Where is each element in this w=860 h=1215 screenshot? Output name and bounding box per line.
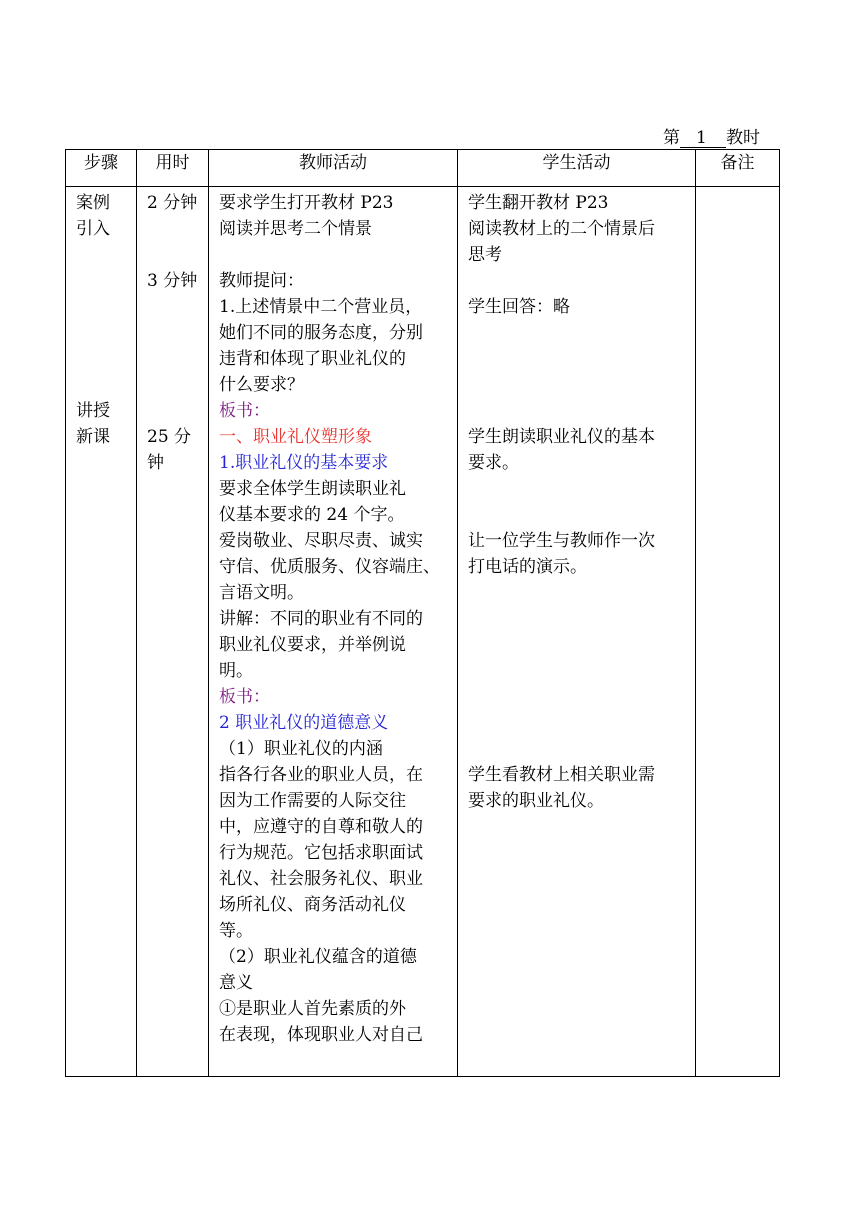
step-teach-label: 讲授 [76, 401, 110, 421]
teacher-line: 她们不同的服务态度，分别 [219, 323, 423, 343]
step-teach-label-2: 新课 [76, 427, 110, 447]
time-cell [137, 187, 209, 1077]
student-line: 学生回答：略 [468, 297, 570, 317]
teacher-line: 仪基本要求的 24 个字。 [219, 505, 405, 525]
column-header-teacher: 教师活动 [209, 150, 458, 187]
notes-cell [696, 187, 780, 1077]
lesson-suffix: 教时 [726, 128, 760, 148]
teacher-line: 言语文明。 [219, 583, 304, 603]
teacher-line: ①是职业人首先素质的外 [219, 999, 406, 1019]
student-line: 思考 [468, 245, 502, 265]
step-intro-label: 案例 [76, 193, 110, 213]
teacher-line: 礼仪、社会服务礼仪、职业 [219, 869, 423, 889]
teacher-line: （2）职业礼仪蕴含的道德 [219, 947, 417, 967]
time-intro: 2 分钟 [147, 193, 198, 213]
lesson-number [663, 126, 760, 150]
column-header-student: 学生活动 [458, 150, 696, 187]
student-line: 要求的职业礼仪。 [468, 791, 604, 811]
board-subheading: 2 职业礼仪的道德意义 [219, 713, 389, 733]
board-heading: 一、职业礼仪塑形象 [219, 427, 372, 447]
column-header-step: 步骤 [66, 150, 137, 187]
student-line: 让一位学生与教师作一次 [468, 531, 655, 551]
student-line: 要求。 [468, 453, 519, 473]
step-cell [66, 187, 137, 1077]
column-header-notes: 备注 [696, 150, 780, 187]
time-teach: 25 分 [147, 427, 192, 447]
teacher-line: 明。 [219, 661, 253, 681]
teacher-activity-cell [209, 187, 458, 1077]
teacher-line: 在表现，体现职业人对自己 [219, 1025, 423, 1045]
lesson-number-value: 1 [680, 129, 726, 148]
teacher-line: 爱岗敬业、尽职尽责、诚实 [219, 531, 423, 551]
student-line: 打电话的演示。 [468, 557, 587, 577]
teacher-line: 指各行各业的职业人员，在 [219, 765, 423, 785]
student-line: 学生翻开教材 P23 [468, 193, 609, 213]
table-header-row [66, 150, 780, 187]
teacher-line: 阅读并思考二个情景 [219, 219, 372, 239]
teacher-line: 中，应遵守的自尊和敬人的 [219, 817, 423, 837]
teacher-line: 要求学生打开教材 P23 [219, 193, 394, 213]
column-header-time: 用时 [137, 150, 209, 187]
lesson-plan-table [65, 149, 780, 1077]
step-intro-label-2: 引入 [76, 219, 110, 239]
teacher-line: 意义 [219, 973, 253, 993]
teacher-line: 违背和体现了职业礼仪的 [219, 349, 406, 369]
teacher-line: 1.上述情景中二个营业员， [219, 297, 423, 317]
time-question: 3 分钟 [147, 271, 198, 291]
time-teach-2: 钟 [147, 453, 164, 473]
table-row [66, 187, 780, 1077]
student-activity-cell [458, 187, 696, 1077]
teacher-line: 守信、优质服务、仪容端庄、 [219, 557, 440, 577]
teacher-question-title: 教师提问： [219, 271, 304, 291]
board-label: 板书： [219, 401, 270, 421]
lesson-prefix: 第 [663, 128, 680, 148]
board-label: 板书： [219, 687, 270, 707]
student-line: 学生朗读职业礼仪的基本 [468, 427, 655, 447]
student-line: 阅读教材上的二个情景后 [468, 219, 655, 239]
teacher-line: 要求全体学生朗读职业礼 [219, 479, 406, 499]
student-line: 学生看教材上相关职业需 [468, 765, 655, 785]
teacher-line: 因为工作需要的人际交往 [219, 791, 406, 811]
teacher-line: （1）职业礼仪的内涵 [219, 739, 383, 759]
teacher-line: 职业礼仪要求，并举例说 [219, 635, 406, 655]
teacher-line: 什么要求？ [219, 375, 304, 395]
teacher-line: 讲解：不同的职业有不同的 [219, 609, 423, 629]
teacher-line: 行为规范。它包括求职面试 [219, 843, 423, 863]
teacher-line: 等。 [219, 921, 253, 941]
board-subheading: 1.职业礼仪的基本要求 [219, 453, 389, 473]
teacher-line: 场所礼仪、商务活动礼仪 [219, 895, 406, 915]
